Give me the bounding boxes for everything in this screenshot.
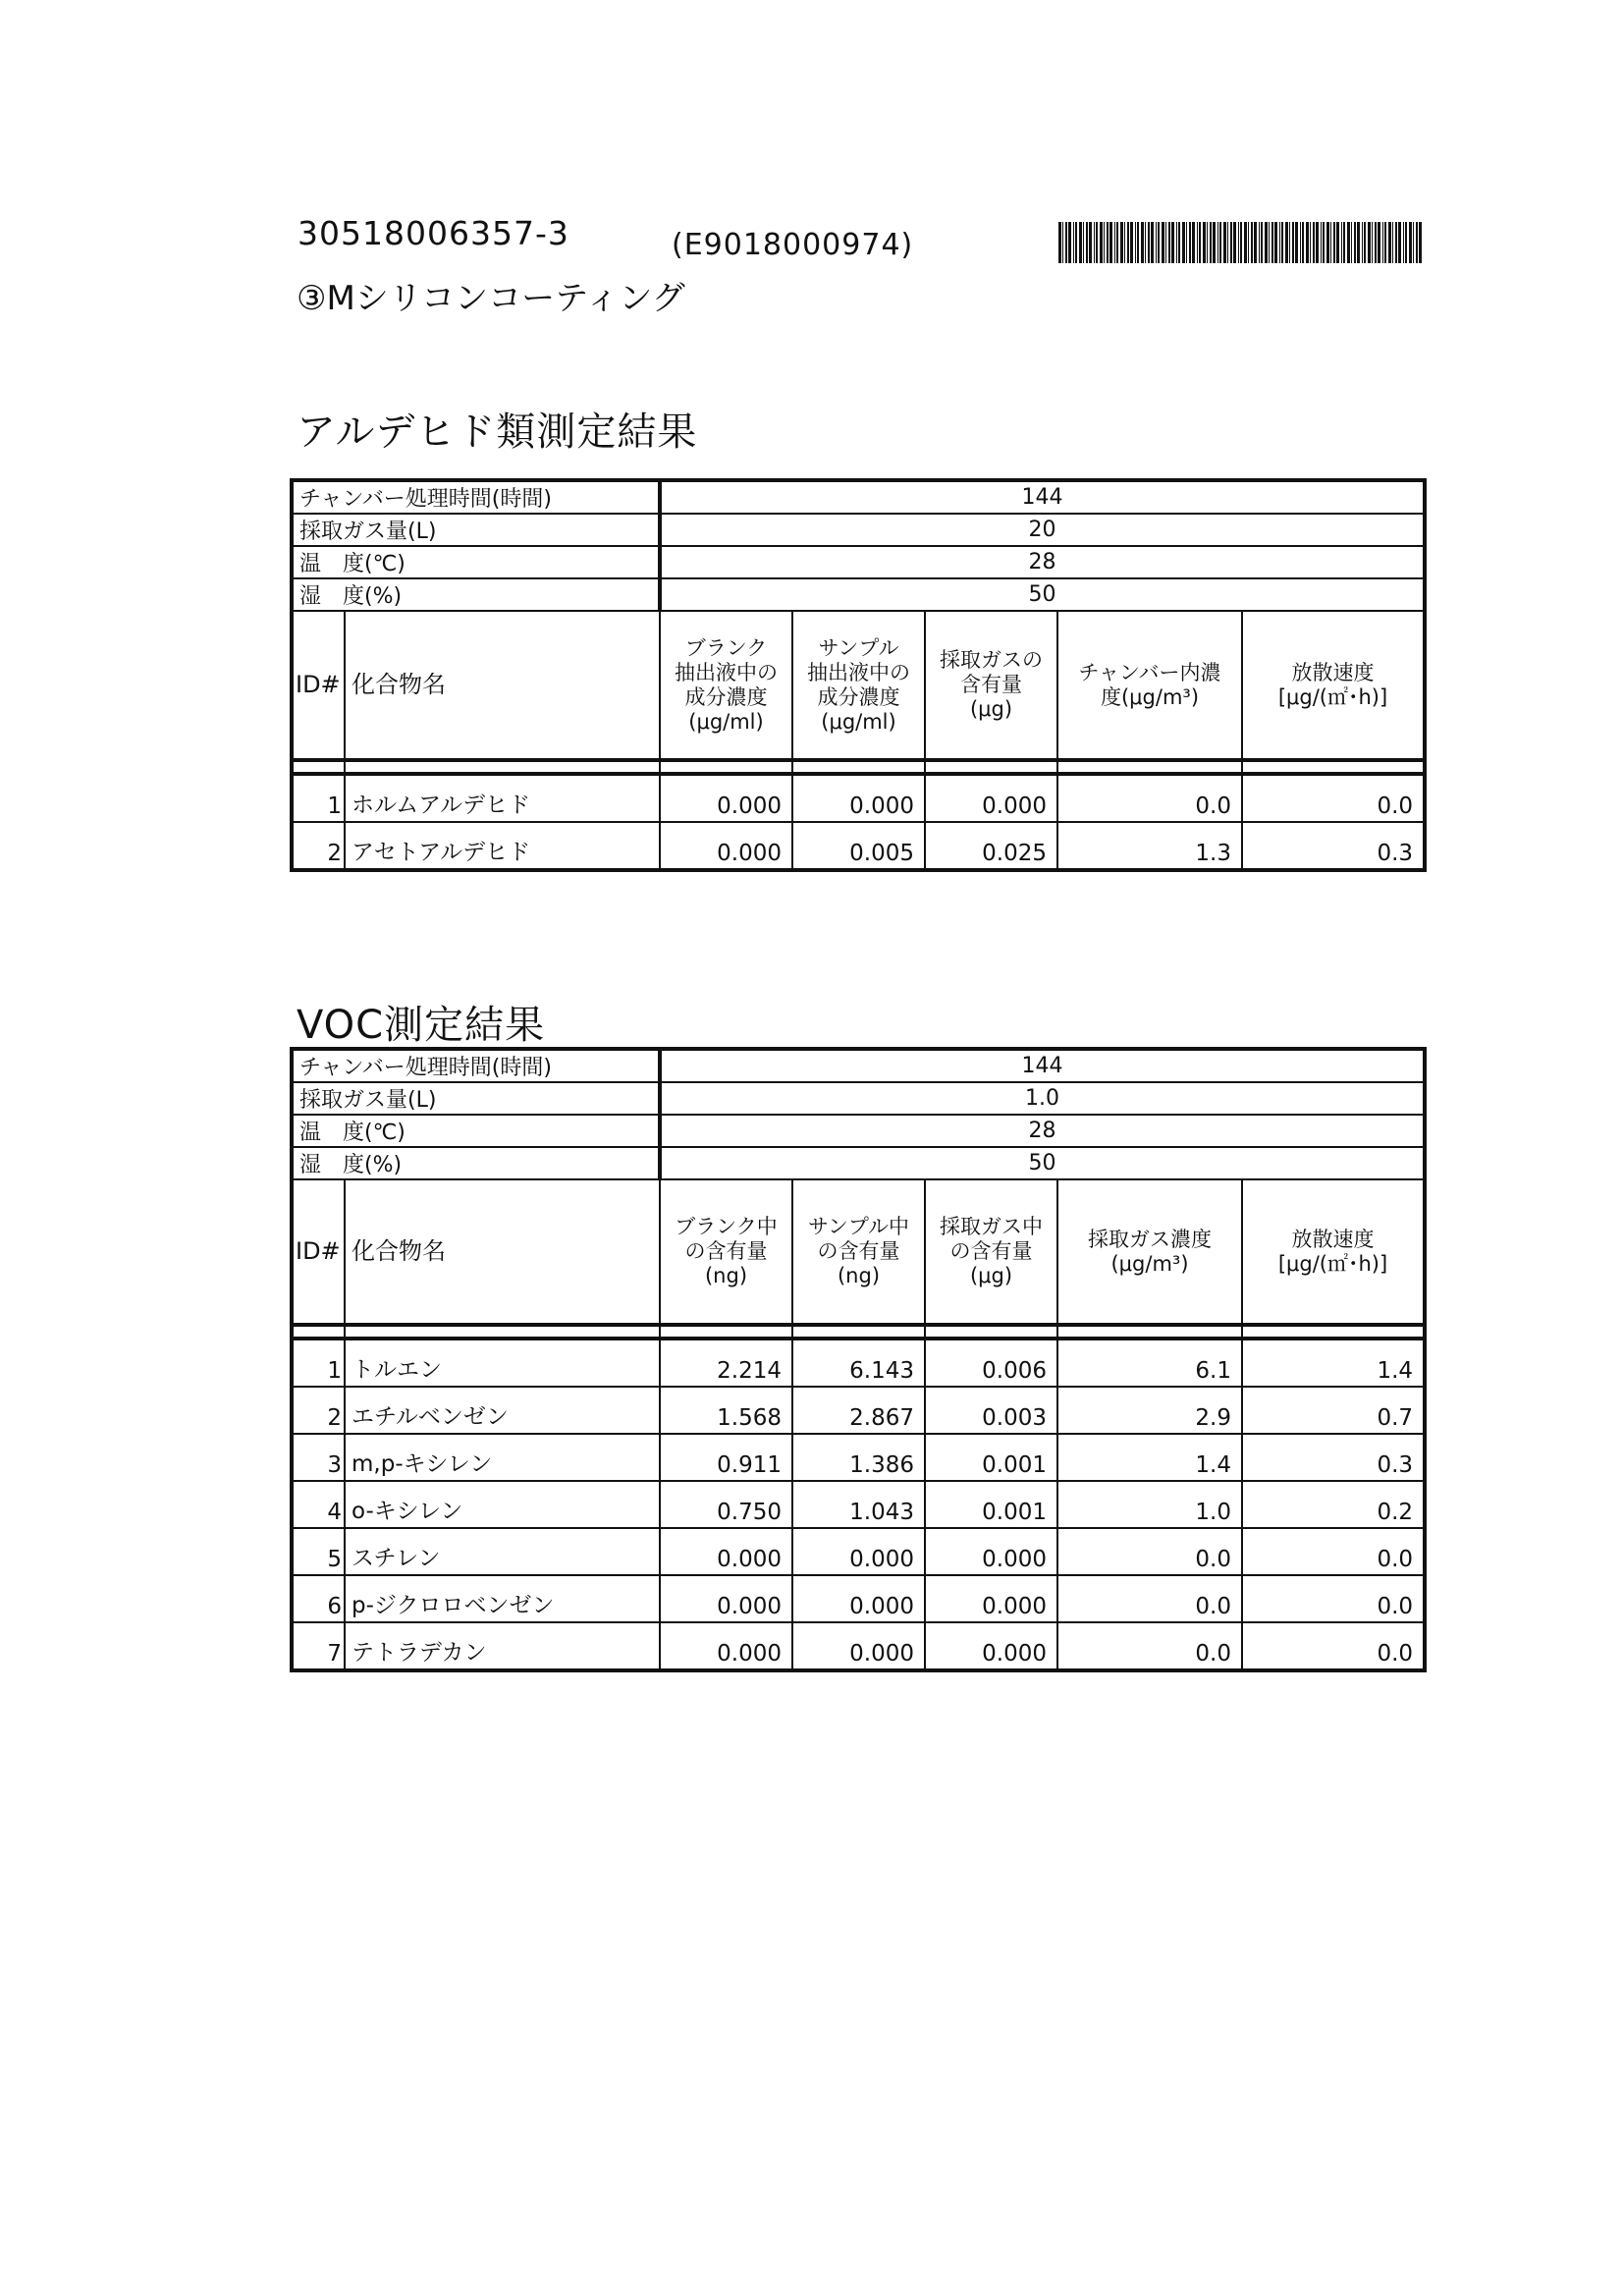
blank-value: 1.568 xyxy=(660,1387,792,1434)
row-id: 7 xyxy=(292,1622,345,1670)
column-header: 採取ガス中 の含有量 (μg) xyxy=(925,1179,1057,1325)
table-row xyxy=(292,1387,1425,1434)
meta-label: 採取ガス量(L) xyxy=(292,1082,660,1115)
column-header: サンプル中 の含有量 (ng) xyxy=(792,1179,925,1325)
meta-value: 144 xyxy=(660,480,1425,514)
sample-value: 0.000 xyxy=(792,1575,925,1622)
sample-value: 0.000 xyxy=(792,1528,925,1575)
meta-label: 採取ガス量(L) xyxy=(292,514,660,546)
row-id: 1 xyxy=(292,1339,345,1387)
meta-row xyxy=(292,480,1425,514)
compound-name: ホルムアルデヒド xyxy=(345,774,660,822)
meta-row xyxy=(292,514,1425,546)
column-header: ID# xyxy=(292,1179,345,1325)
compound-name: テトラデカン xyxy=(345,1622,660,1670)
meta-label: 湿 度(%) xyxy=(292,1147,660,1179)
table-row xyxy=(292,822,1425,870)
meta-label: チャンバー処理時間(時間) xyxy=(292,480,660,514)
column-header-row xyxy=(292,611,1425,760)
emission-rate-value: 0.0 xyxy=(1242,774,1425,822)
gas-content-value: 0.000 xyxy=(925,1622,1057,1670)
sample-value: 0.000 xyxy=(792,774,925,822)
compound-name: p-ジクロロベンゼン xyxy=(345,1575,660,1622)
row-id: 2 xyxy=(292,822,345,870)
sample-value: 6.143 xyxy=(792,1339,925,1387)
concentration-value: 1.3 xyxy=(1057,822,1242,870)
concentration-value: 6.1 xyxy=(1057,1339,1242,1387)
gas-content-value: 0.000 xyxy=(925,1528,1057,1575)
column-header: チャンバー内濃 度(μg/m³) xyxy=(1057,611,1242,760)
compound-name: o-キシレン xyxy=(345,1481,660,1528)
aldehyde-section-title: アルデヒド類測定結果 xyxy=(297,410,698,455)
meta-value: 28 xyxy=(660,1115,1425,1147)
table-row xyxy=(292,1481,1425,1528)
sample-value: 2.867 xyxy=(792,1387,925,1434)
row-id: 1 xyxy=(292,774,345,822)
meta-value: 144 xyxy=(660,1049,1425,1082)
table-row xyxy=(292,1528,1425,1575)
blank-value: 0.000 xyxy=(660,1622,792,1670)
table-row xyxy=(292,1434,1425,1481)
column-header: 採取ガスの 含有量 (μg) xyxy=(925,611,1057,760)
column-header: 化合物名 xyxy=(345,1179,660,1325)
row-id: 2 xyxy=(292,1387,345,1434)
concentration-value: 1.0 xyxy=(1057,1481,1242,1528)
meta-row xyxy=(292,546,1425,578)
compound-name: m,p-キシレン xyxy=(345,1434,660,1481)
gas-content-value: 0.001 xyxy=(925,1481,1057,1528)
compound-name: スチレン xyxy=(345,1528,660,1575)
meta-label: チャンバー処理時間(時間) xyxy=(292,1049,660,1082)
emission-rate-value: 0.0 xyxy=(1242,1575,1425,1622)
column-header: 放散速度 [μg/(㎡･h)] xyxy=(1242,611,1425,760)
concentration-value: 0.0 xyxy=(1057,774,1242,822)
table-row xyxy=(292,774,1425,822)
emission-rate-value: 0.3 xyxy=(1242,822,1425,870)
blank-value: 0.911 xyxy=(660,1434,792,1481)
column-header: サンプル 抽出液中の 成分濃度 (μg/ml) xyxy=(792,611,925,760)
sample-value: 0.000 xyxy=(792,1622,925,1670)
blank-value: 0.750 xyxy=(660,1481,792,1528)
blank-value: 2.214 xyxy=(660,1339,792,1387)
sample-value: 1.386 xyxy=(792,1434,925,1481)
meta-value: 28 xyxy=(660,546,1425,578)
gas-content-value: 0.000 xyxy=(925,1575,1057,1622)
column-header: 放散速度 [μg/(㎡･h)] xyxy=(1242,1179,1425,1325)
row-id: 4 xyxy=(292,1481,345,1528)
reference-id: (E9018000974) xyxy=(672,228,914,262)
blank-value: 0.000 xyxy=(660,774,792,822)
emission-rate-value: 0.3 xyxy=(1242,1434,1425,1481)
concentration-value: 0.0 xyxy=(1057,1622,1242,1670)
blank-value: 0.000 xyxy=(660,822,792,870)
compound-name: トルエン xyxy=(345,1339,660,1387)
meta-row xyxy=(292,1082,1425,1115)
concentration-value: 0.0 xyxy=(1057,1528,1242,1575)
column-header: ブランク 抽出液中の 成分濃度 (μg/ml) xyxy=(660,611,792,760)
gas-content-value: 0.001 xyxy=(925,1434,1057,1481)
gas-content-value: 0.025 xyxy=(925,822,1057,870)
column-header: 化合物名 xyxy=(345,611,660,760)
barcode-icon xyxy=(1058,222,1424,263)
table-row xyxy=(292,1339,1425,1387)
document-id: 30518006357-3 xyxy=(298,214,569,252)
column-header: 採取ガス濃度 (μg/m³) xyxy=(1057,1179,1242,1325)
product-name: ③Mシリコンコーティング xyxy=(297,279,685,318)
row-id: 5 xyxy=(292,1528,345,1575)
gas-content-value: 0.003 xyxy=(925,1387,1057,1434)
meta-value: 50 xyxy=(660,578,1425,611)
compound-name: アセトアルデヒド xyxy=(345,822,660,870)
gas-content-value: 0.006 xyxy=(925,1339,1057,1387)
meta-value: 1.0 xyxy=(660,1082,1425,1115)
meta-value: 50 xyxy=(660,1147,1425,1179)
concentration-value: 0.0 xyxy=(1057,1575,1242,1622)
meta-row xyxy=(292,1147,1425,1179)
emission-rate-value: 1.4 xyxy=(1242,1339,1425,1387)
emission-rate-value: 0.0 xyxy=(1242,1528,1425,1575)
concentration-value: 2.9 xyxy=(1057,1387,1242,1434)
emission-rate-value: 0.7 xyxy=(1242,1387,1425,1434)
aldehyde-results-table xyxy=(290,478,1427,872)
row-id: 6 xyxy=(292,1575,345,1622)
meta-label: 温 度(℃) xyxy=(292,546,660,578)
blank-value: 0.000 xyxy=(660,1528,792,1575)
sample-value: 0.005 xyxy=(792,822,925,870)
blank-value: 0.000 xyxy=(660,1575,792,1622)
column-header: ID# xyxy=(292,611,345,760)
voc-results-table xyxy=(290,1047,1427,1672)
row-id: 3 xyxy=(292,1434,345,1481)
gas-content-value: 0.000 xyxy=(925,774,1057,822)
table-row xyxy=(292,1622,1425,1670)
meta-row xyxy=(292,1115,1425,1147)
concentration-value: 1.4 xyxy=(1057,1434,1242,1481)
meta-row xyxy=(292,578,1425,611)
column-header: ブランク中 の含有量 (ng) xyxy=(660,1179,792,1325)
table-row xyxy=(292,1575,1425,1622)
column-header-row xyxy=(292,1179,1425,1325)
voc-section-title: VOC測定結果 xyxy=(297,1003,546,1048)
meta-label: 湿 度(%) xyxy=(292,578,660,611)
meta-row xyxy=(292,1049,1425,1082)
emission-rate-value: 0.2 xyxy=(1242,1481,1425,1528)
meta-value: 20 xyxy=(660,514,1425,546)
compound-name: エチルベンゼン xyxy=(345,1387,660,1434)
sample-value: 1.043 xyxy=(792,1481,925,1528)
emission-rate-value: 0.0 xyxy=(1242,1622,1425,1670)
meta-label: 温 度(℃) xyxy=(292,1115,660,1147)
